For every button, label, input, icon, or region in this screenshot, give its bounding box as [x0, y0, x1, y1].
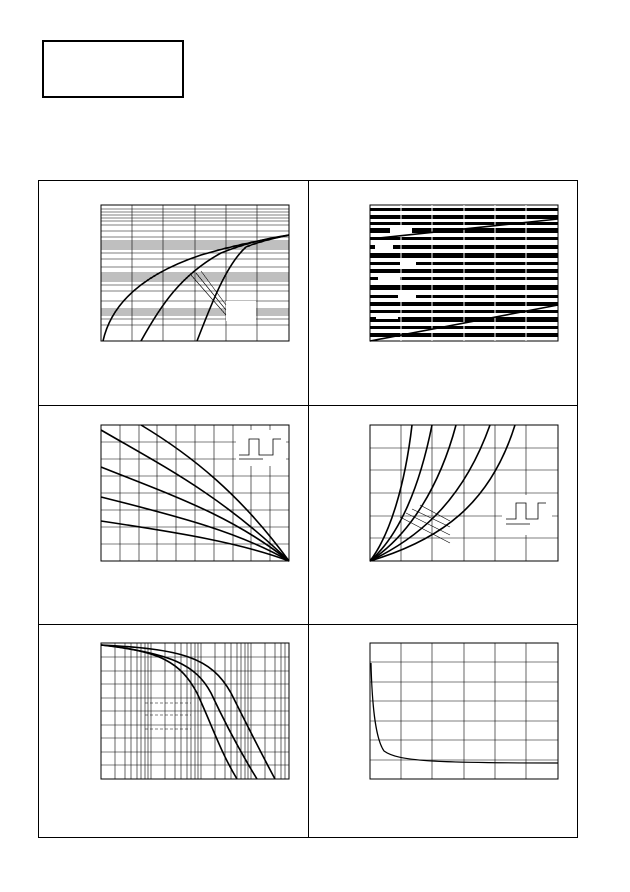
figure-4-plot — [370, 425, 560, 563]
figure-2-plot — [370, 205, 560, 343]
grid-divider-row-1 — [39, 405, 577, 406]
part-number-box — [42, 40, 184, 98]
figure-grid — [38, 180, 578, 838]
figure-3-plot — [101, 425, 291, 563]
grid-divider-vertical — [308, 181, 309, 837]
figure-5-plot — [101, 643, 291, 781]
figure-1-plot — [101, 205, 291, 343]
grid-divider-row-2 — [39, 624, 577, 625]
figure-6-plot — [370, 643, 560, 781]
